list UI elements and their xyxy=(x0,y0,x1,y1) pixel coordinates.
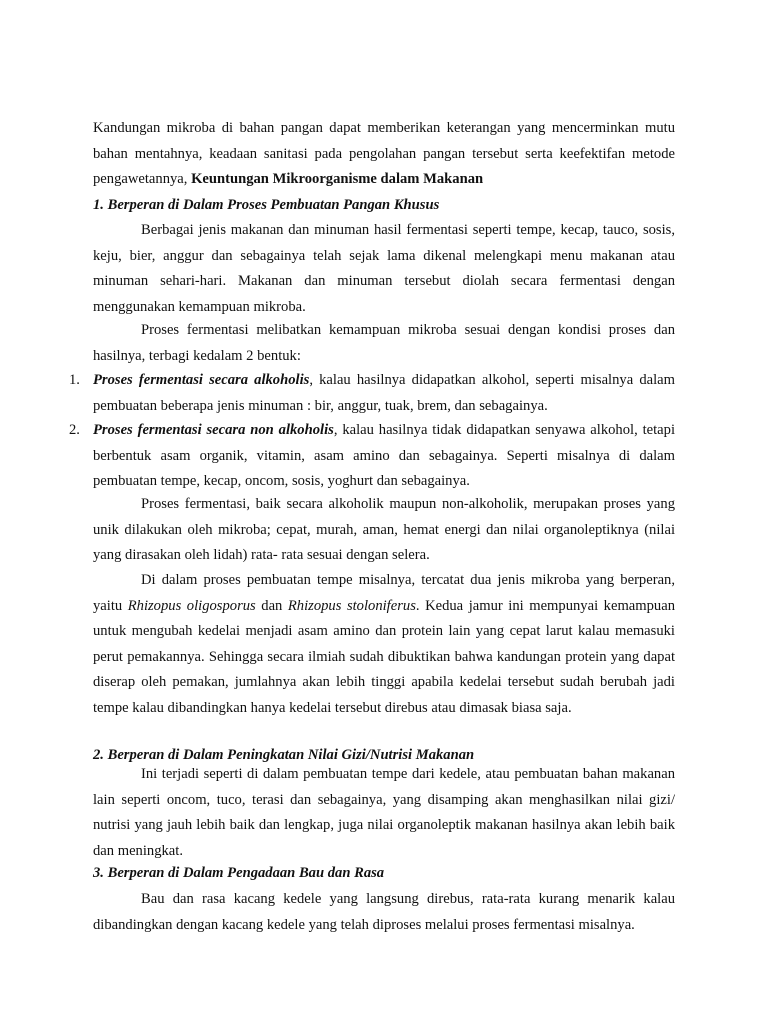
section2-heading: 2. Berperan di Dalam Peningkatan Nilai Gizi/Nutrisi Makanan xyxy=(93,747,475,763)
species-rhizopus-stoloniferus: Rhizopus stoloniferus xyxy=(287,597,416,614)
list-item-1 xyxy=(69,368,675,419)
section1-paragraph-2: Proses fermentasi melibatkan kemampuan mikroba sesuai dengan kondisi proses dan hasilnya, terbagi kedalam 2 bentuk: xyxy=(93,322,675,364)
section1-paragraph-3: Proses fermentasi, baik secara alkoholik maupun non-alkoholik, merupakan proses yang unik dilakukan oleh mikroba; cepat, murah, aman, hemat energi dan nilai organoleptiknya (nilai yang dirasakan oleh lidah) rata- rata sesuai dengan selera. xyxy=(93,496,675,564)
section1-paragraph-1: Berbagai jenis makanan dan minuman hasil fermentasi seperti tempe, kecap, tauco, sosis, keju, bier, anggur dan sebagainya telah sejak lama dikenal melengkapi menu makanan atau minuman sehari-hari. Makanan dan minuman tersebut diolah secara fermentasi dengan menggunakan kemampuan mikroba. xyxy=(93,222,675,315)
section1-heading: 1. Berperan di Dalam Proses Pembuatan Pangan Khusus xyxy=(93,197,440,213)
section3-paragraph-1: Bau dan rasa kacang kedele yang langsung direbus, rata-rata kurang menarik kalau dibandingkan dengan kacang kedele yang telah diproses melalui proses fermentasi misalnya. xyxy=(93,891,675,933)
list-item-2 xyxy=(69,418,676,495)
intro-paragraph xyxy=(93,116,675,193)
section2-paragraph-1: Ini terjadi seperti di dalam pembuatan tempe dari kedele, atau pembuatan bahan makanan lain seperti oncom, tuco, terasi dan sebagainya, yang disamping akan menghasilkan nilai gizi/ nutrisi yang jauh lebih baik dan lengkap, juga nilai organoleptik makanan hasilnya akan lebih baik dan meningkat. xyxy=(93,766,675,859)
list-item-2-term: Proses fermentasi secara non alkoholis xyxy=(93,422,334,438)
section3-heading: 3. Berperan di Dalam Pengadaan Bau dan Rasa xyxy=(93,865,385,881)
p4-text-b: dan xyxy=(255,597,288,614)
p4-text-a: Di dalam proses pembuatan tempe misalnya, tercatat dua jenis mikroba yang berperan, yaitu xyxy=(93,572,675,614)
list-item-2-number: 2. xyxy=(69,422,80,438)
p4-text-c: . Kedua jamur ini mempunyai kemampuan untuk mengubah kedelai menjadi asam amino dan protein lain yang cepat larut kalau memasuki perut pemakannya. Sehingga secara ilmiah sudah dibuktikan bahwa kandungan protein yang dapat diserap oleh pemakan, jumlahnya akan lebih tinggi apabila kedelai tersebut sudah berubah jadi tempe kalau dibandingkan hanya kedelai tersebut direbus atau dimasak biasa saja. xyxy=(93,597,675,716)
intro-text: Kandungan mikroba di bahan pangan dapat memberikan keterangan yang mencerminkan mutu bahan mentahnya, keadaan sanitasi pada pengolahan pangan tersebut serta keefektifan metode pengawetannya, xyxy=(93,120,675,188)
list-item-1-term: Proses fermentasi secara alkoholis xyxy=(93,372,310,388)
list-item-1-text: , kalau hasilnya didapatkan alkohol, seperti misalnya dalam pembuatan beberapa jenis minuman : bir, anggur, tuak, brem, dan sebagainya. xyxy=(93,372,675,414)
intro-heading: Keuntungan Mikroorganisme dalam Makanan xyxy=(191,171,484,188)
list-item-2-text: , kalau hasilnya tidak didapatkan senyawa alkohol, tetapi berbentuk asam organik, vitamin, asam amino dan sebagainya. Seperti misalnya di dalam pembuatan tempe, kecap, oncom, sosis, yoghurt dan sebagainya. xyxy=(93,422,676,490)
list-item-1-number: 1. xyxy=(69,372,80,388)
species-rhizopus-oligosporus: Rhizopus oligosporus xyxy=(127,597,256,614)
section1-paragraph-4 xyxy=(93,568,675,722)
